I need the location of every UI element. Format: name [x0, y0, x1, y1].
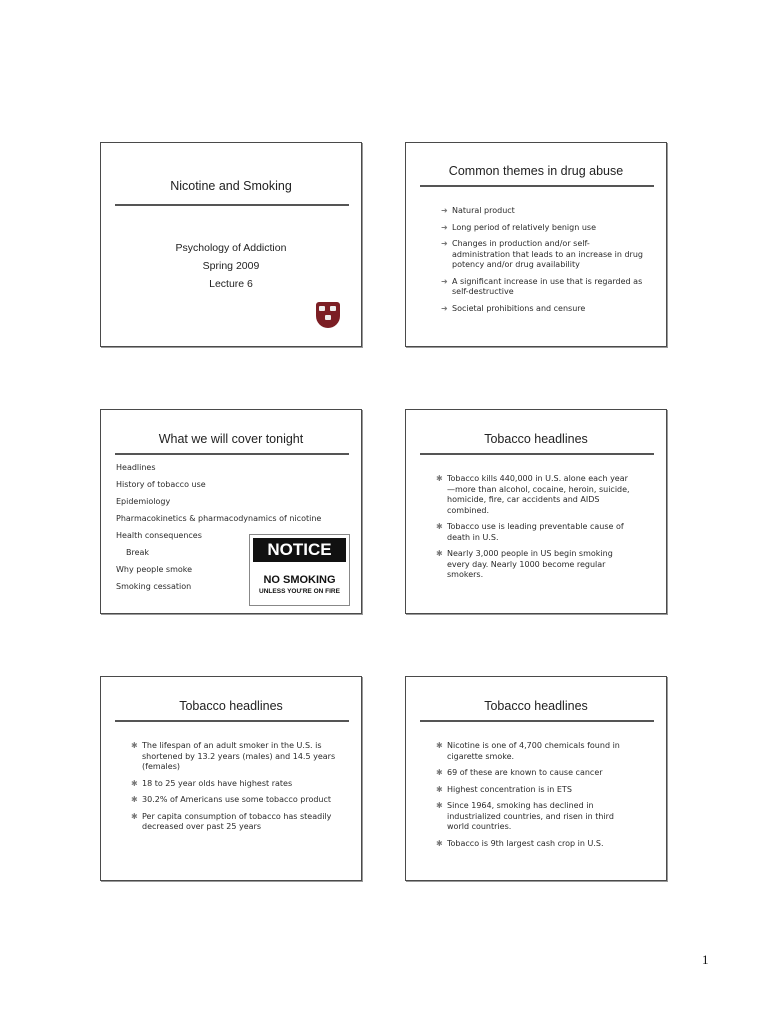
asterisk-bullet-icon: ✱	[436, 474, 443, 483]
list-item: ✱ Tobacco use is leading preventable cause of death in U.S.	[436, 522, 624, 542]
asterisk-bullet-icon: ✱	[436, 768, 443, 777]
title-rule	[115, 204, 349, 206]
slide-3	[100, 409, 362, 614]
slide-title: What we will cover tonight	[158, 432, 304, 446]
asterisk-bullet-icon: ✱	[436, 801, 443, 810]
list-item: Why people smoke	[116, 565, 193, 574]
arrow-bullet-icon: ➜	[441, 303, 448, 313]
list-item: ✱ Highest concentration is in ETS	[436, 784, 572, 794]
title-rule	[420, 453, 654, 455]
list-item: ➜ Changes in production and/or self-administration that leads to an increase in drug potency and/or drug availability	[441, 239, 643, 269]
title-rule	[420, 720, 654, 722]
list-item: ➜ Societal prohibitions and censure	[441, 303, 586, 313]
slide-4	[405, 409, 667, 614]
slide-1	[100, 142, 362, 347]
subtitle-line: Lecture 6	[209, 278, 253, 290]
list-item: Smoking cessation	[116, 582, 192, 591]
asterisk-bullet-icon: ✱	[436, 784, 443, 794]
slide-title: Tobacco headlines	[484, 699, 588, 713]
list-item: History of tobacco use	[116, 480, 206, 489]
bullet-list	[441, 206, 644, 314]
list-item: Break	[126, 548, 150, 557]
sign-line: UNLESS YOU'RE ON FIRE	[259, 588, 340, 595]
asterisk-bullet-icon: ✱	[131, 778, 138, 788]
list-item: ✱ 18 to 25 year olds have highest rates	[131, 778, 293, 788]
slide-2	[405, 142, 667, 347]
list-item: ➜ Natural product	[441, 206, 515, 215]
arrow-bullet-icon: ➜	[441, 239, 448, 248]
slide-title: Nicotine and Smoking	[170, 179, 292, 193]
list-item: ✱ The lifespan of an adult smoker in the U.S. is shortened by 13.2 years (males) and 14.5 years (females)	[131, 741, 336, 771]
asterisk-bullet-icon: ✱	[131, 811, 138, 821]
list-item: ✱ Tobacco is 9th largest cash crop in U.S.	[436, 838, 604, 848]
list-item: ✱ 30.2% of Americans use some tobacco product	[131, 795, 332, 804]
title-rule	[115, 453, 349, 455]
slide-title: Tobacco headlines	[484, 432, 588, 446]
asterisk-bullet-icon: ✱	[436, 741, 443, 750]
list-item: ➜ A significant increase in use that is regarded as self-destructive	[441, 276, 643, 296]
subtitle-line: Spring 2009	[202, 260, 260, 272]
list-item: ✱ Since 1964, smoking has declined in industrialized countries, and risen in third world countries.	[436, 801, 614, 831]
list-item: ✱ 69 of these are known to cause cancer	[436, 768, 603, 777]
list-item: ➜ Long period of relatively benign use	[441, 222, 597, 232]
arrow-bullet-icon: ➜	[441, 206, 448, 215]
asterisk-bullet-icon: ✱	[131, 741, 138, 750]
title-rule	[115, 720, 349, 722]
title-rule	[420, 185, 654, 187]
sign-header: NOTICE	[253, 538, 346, 562]
asterisk-bullet-icon: ✱	[131, 795, 138, 804]
no-smoking-sign	[249, 534, 350, 606]
asterisk-bullet-icon: ✱	[436, 549, 443, 558]
bullet-list	[436, 474, 633, 581]
slide-5	[100, 676, 362, 881]
list-item: ✱ Nicotine is one of 4,700 chemicals found in cigarette smoke.	[436, 741, 620, 761]
bullet-list	[436, 741, 635, 849]
arrow-bullet-icon: ➜	[441, 276, 448, 286]
asterisk-bullet-icon: ✱	[436, 522, 443, 531]
harvard-shield-icon	[316, 302, 340, 328]
list-item: ✱ Per capita consumption of tobacco has steadily decreased over past 25 years	[131, 811, 332, 831]
arrow-bullet-icon: ➜	[441, 222, 448, 232]
sign-line: NO SMOKING	[263, 574, 336, 586]
slide-subtitle	[101, 239, 361, 293]
list-item: Headlines	[116, 463, 156, 472]
list-item: Epidemiology	[116, 497, 171, 506]
slide-title: Tobacco headlines	[179, 699, 283, 713]
bullet-list	[131, 741, 340, 833]
slide-6	[405, 676, 667, 881]
list-item: ✱ Tobacco kills 440,000 in U.S. alone each year—more than alcohol, cocaine, heroin, suicide, homicide, fire, car accidents and AIDS combined.	[436, 474, 630, 515]
slide-title: Common themes in drug abuse	[448, 164, 624, 178]
list-item: Pharmacokinetics & pharmacodynamics of nicotine	[116, 514, 322, 523]
asterisk-bullet-icon: ✱	[436, 838, 443, 848]
list-item: Health consequences	[116, 531, 202, 540]
list-item: ✱ Nearly 3,000 people in US begin smoking every day. Nearly 1000 become regular smokers.	[436, 549, 613, 579]
subtitle-line: Psychology of Addiction	[175, 242, 287, 254]
page-number: 1	[702, 952, 709, 967]
